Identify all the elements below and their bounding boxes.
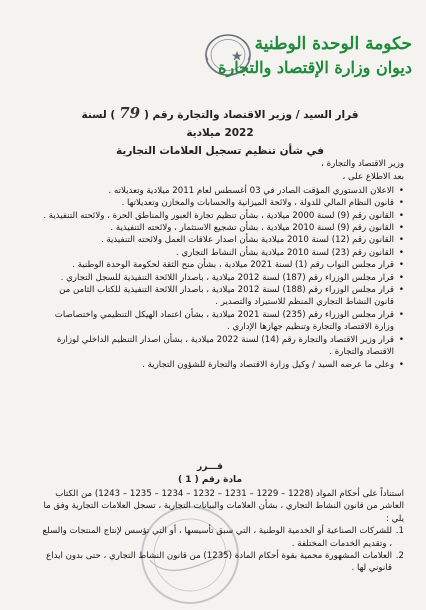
article-item: [38, 525, 404, 550]
article-item-number: 1.: [395, 526, 404, 537]
article-item-text: للشركات الصناعية أو الخدمية الوطنية ، التي سبق تأسيسها ، أو التي تؤسس لإنتاج المنتجات والسلع ، وتقديم الخدمات المختلفة .: [42, 526, 392, 549]
preamble: [38, 158, 404, 371]
references-list: [38, 185, 404, 371]
reference-item: • الاعلان الدستوري المؤقت الصادر في 03 أغسطس لعام 2011 ميلادية وتعديلاته .: [38, 185, 404, 197]
reference-item: • قرار مجلس النواب رقم (1) لسنة 2021 ميلادية ، بشأن منح الثقة لحكومة الوحدة الوطنية .: [38, 259, 404, 271]
reference-item: • قانون النظام المالي للدولة ، ولائحة الميزانية والحسابات والمخازن وتعديلاتها .: [38, 197, 404, 209]
decides-label: قـــرر: [197, 462, 223, 472]
government-name: حكومة الوحدة الوطنية: [254, 34, 412, 54]
article-label: مادة رقم ( 1 ): [177, 475, 243, 485]
decree-title-prefix: قرار السيد / وزير الاقتصاد والتجارة رقم (: [144, 109, 359, 121]
article-1-intro: استناداً على أحكام المواد (1228 – 1229 – 1231 – 1232 – 1234 – 1235 – 1243) من الكتاب العاشر من قانون النشاط التجاري ، بشأن العلامات والبيانات التجارية ، تسجل العلامات التجارية وفق ما يلي :: [43, 489, 404, 524]
letterhead: [218, 32, 412, 80]
reference-item: • قرار مجلس الوزراء رقم (187) لسنة 2012 ميلادية ، باصدار اللائحة التنفيذية للسجل التجاري .: [38, 272, 404, 284]
decision-heading: [150, 461, 270, 487]
ministry-name: ديوان وزارة الإقتصاد والتجارة: [218, 58, 412, 77]
article-item-number: 2.: [395, 551, 404, 562]
reference-item: • القانون رقم (9) لسنة 2010 ميلادية ، بشأن تشجيع الاستثمار ، ولائحته التنفيذية .: [38, 222, 404, 234]
article-1-items: [38, 525, 404, 575]
decree-number: 79: [119, 104, 141, 122]
reference-item: • وعلى ما عرضه السيد / وكيل وزارة الاقتصاد والتجارة للشؤون التجارية .: [38, 359, 404, 371]
article-item: [38, 550, 404, 575]
reference-item: • القانون رقم (12) لسنة 2010 ميلادية بشأن اصدار علاقات العمل ولائحته التنفيذية .: [38, 234, 404, 246]
minister-line: وزير الاقتصاد والتجارة ،: [321, 159, 404, 169]
article-1: [38, 488, 404, 575]
decree-title: [70, 104, 370, 160]
decree-title-suffix: ) لسنة 2022 ميلادية: [81, 109, 254, 139]
decree-title-line1: [70, 104, 370, 142]
decree-subject: في شأن تنظيم تسجيل العلامات التجارية: [116, 145, 324, 157]
reference-item: • قرار مجلس الوزراء رقم (188) لسنة 2012 ميلادية ، باصدار اللائحة التنفيذية للكتاب الثامن من قانون النشاط التجاري المنظم للاستيراد والتصدير .: [38, 284, 404, 309]
review-line: بعد الاطلاع على ،: [342, 172, 404, 183]
reference-item: • القانون رقم (23) لسنة 2010 ميلادية بشأن النشاط التجاري .: [38, 247, 404, 259]
reference-item: • قرار مجلس الوزراء رقم (235) لسنة 2021 ميلادية ، بشأن اعتماد الهيكل التنظيمي واختصاصات وزارة الاقتصاد والتجارة وتنظيم جهازها الإداري .: [38, 309, 404, 334]
article-item-text: العلامات المشهورة محمية بقوة أحكام المادة (1235) من قانون النشاط التجاري ، حتى بدون ايداع قانوني لها .: [46, 551, 392, 574]
reference-item: • قرار وزير الاقتصاد والتجارة رقم (14) لسنة 2022 ميلادية ، بشأن اصدار التنظيم الداخلي لوزارة الاقتصاد والتجارة .: [38, 334, 404, 359]
reference-item: • القانون رقم (9) لسنة 2000 ميلادية ، بشأن تنظيم تجارة العبور والمناطق الحرة ، ولائحته التنفيذية .: [38, 210, 404, 222]
